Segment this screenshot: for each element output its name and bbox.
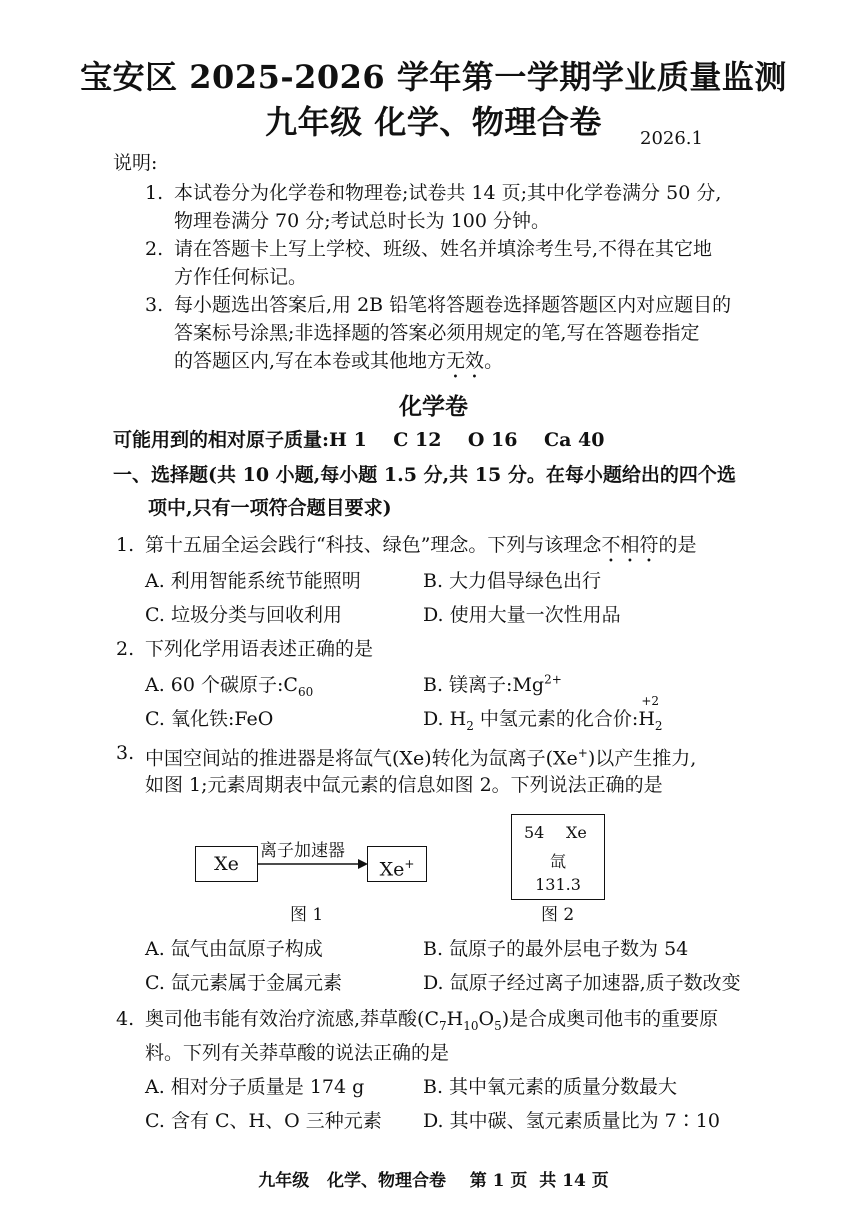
- option-text: B. 镁离子:Mg: [423, 674, 545, 696]
- subscript: 5: [494, 1018, 502, 1033]
- question-number: 1.: [116, 534, 135, 556]
- formula-element: H: [638, 708, 655, 730]
- exam-title: 宝安区 2025-2026 学年第一学期学业质量监测: [80, 58, 787, 96]
- superscript: 2+: [544, 672, 562, 687]
- option-text: 中氢元素的化合价:: [473, 708, 639, 730]
- question-number: 2.: [116, 638, 135, 660]
- option-c: C. 垃圾分类与回收利用: [145, 604, 342, 626]
- question-stem: 下列化学用语表述正确的是: [145, 638, 374, 660]
- stem-part: 奥司他韦能有效治疗流感,莽草酸(C: [145, 1008, 439, 1030]
- formula-element: H: [446, 1008, 464, 1030]
- question-stem: [145, 738, 696, 773]
- part-heading: 一、选择题(共 10 小题,每小题 1.5 分,共 15 分。在每小题给出的四个选: [113, 464, 736, 486]
- option-a: A. 利用智能系统节能照明: [145, 570, 361, 592]
- xe-ion-box: [367, 846, 427, 882]
- element-symbol: Xe: [566, 823, 587, 842]
- question-number: 3.: [116, 742, 135, 764]
- ion-symbol: Xe: [379, 858, 405, 881]
- option-d: [423, 694, 666, 733]
- question-stem: [145, 1004, 718, 1041]
- figure-caption: 图 2: [541, 905, 575, 925]
- question-stem: 料。下列有关莽草酸的说法正确的是: [145, 1042, 450, 1064]
- option-text: A. 60 个碳原子:C: [145, 674, 298, 696]
- superscript: +: [577, 746, 588, 760]
- periodic-table-cell: [511, 814, 605, 900]
- accelerator-label: 离子加速器: [260, 841, 345, 861]
- instruction-text: 每小题选出答案后,用 2B 铅笔将答题卷选择题答题区内对应题目的: [174, 294, 732, 316]
- xe-box: Xe: [195, 846, 258, 882]
- instruction-text-part: 的答题区内,写在本卷或其他地方: [174, 350, 447, 372]
- option-d: D. 氙原子经过离子加速器,质子数改变: [423, 972, 741, 994]
- atomic-mass: 131.3: [535, 875, 581, 894]
- instruction-text: 请在答题卡上写上学校、班级、姓名并填涂考生号,不得在其它地: [174, 238, 713, 260]
- stem-part: 中国空间站的推进器是将氙气(Xe)转化为氙离子(Xe: [145, 747, 578, 770]
- instructions-label: 说明:: [113, 152, 158, 174]
- superscript: +: [404, 857, 415, 871]
- option-b: B. 大力倡导绿色出行: [423, 570, 602, 592]
- option-c: C. 氙元素属于金属元素: [145, 972, 342, 994]
- section-title: 化学卷: [399, 393, 468, 420]
- option-c: C. 氧化铁:FeO: [145, 708, 274, 730]
- subscript: 2: [466, 718, 474, 733]
- subscript: 60: [297, 684, 314, 699]
- exam-date: 2026.1: [640, 128, 703, 149]
- option-b: B. 其中氧元素的质量分数最大: [423, 1076, 678, 1098]
- option-text: D. H: [423, 708, 467, 730]
- subscript: 10: [463, 1018, 479, 1033]
- formula-element: O: [478, 1008, 495, 1030]
- option-c: C. 含有 C、H、O 三种元素: [145, 1110, 382, 1132]
- stem-part: )以产生推力,: [587, 747, 697, 770]
- subscript: 7: [439, 1018, 447, 1033]
- option-d: D. 使用大量一次性用品: [423, 604, 621, 626]
- instruction-number: 1.: [145, 182, 164, 204]
- instruction-number: 2.: [145, 238, 164, 260]
- atomic-masses: 可能用到的相对原子质量:H 1 C 12 O 16 Ca 40: [113, 429, 605, 451]
- option-d: D. 其中碳、氢元素质量比为 7∶10: [423, 1110, 720, 1132]
- exam-subtitle: 九年级 化学、物理合卷: [265, 103, 602, 141]
- option-b: B. 氙原子的最外层电子数为 54: [423, 938, 689, 960]
- instruction-text: 答案标号涂黑;非选择题的答案必须用规定的笔,写在答题卷指定: [174, 322, 700, 344]
- page-footer: 九年级 化学、物理合卷 第 1 页 共 14 页: [258, 1171, 609, 1191]
- option-a: [145, 670, 313, 699]
- valence-mark: +2: [641, 694, 660, 708]
- instruction-text: [174, 346, 503, 383]
- option-b: [423, 670, 562, 697]
- question-stem: 如图 1;元素周期表中氙元素的信息如图 2。下列说法正确的是: [145, 774, 663, 796]
- atomic-number: 54: [524, 823, 545, 842]
- emphasized-text: 不相符: [601, 534, 659, 556]
- question-stem: [145, 530, 696, 567]
- subscript: 2: [654, 718, 663, 733]
- option-a: A. 相对分子质量是 174 g: [145, 1076, 365, 1098]
- stem-part: 第十五届全运会践行“科技、绿色”理念。下列与该理念: [145, 534, 602, 556]
- question-number: 4.: [116, 1008, 135, 1030]
- emphasized-text: 无效: [446, 350, 485, 372]
- valence-formula: [638, 694, 666, 733]
- element-name: 氙: [549, 852, 566, 871]
- arrow-icon: [258, 858, 368, 870]
- part-heading: 项中,只有一项符合题目要求): [148, 497, 392, 519]
- stem-part: 的是: [658, 534, 697, 556]
- stem-part: )是合成奥司他韦的重要原: [501, 1008, 719, 1030]
- instruction-text-part: 。: [484, 350, 504, 372]
- instruction-text: 物理卷满分 70 分;考试总时长为 100 分钟。: [174, 210, 551, 232]
- instruction-text: 本试卷分为化学卷和物理卷;试卷共 14 页;其中化学卷满分 50 分,: [174, 182, 722, 204]
- instruction-text: 方作任何标记。: [174, 266, 308, 288]
- option-a: A. 氙气由氙原子构成: [145, 938, 323, 960]
- figure-caption: 图 1: [290, 905, 324, 925]
- instruction-number: 3.: [145, 294, 164, 316]
